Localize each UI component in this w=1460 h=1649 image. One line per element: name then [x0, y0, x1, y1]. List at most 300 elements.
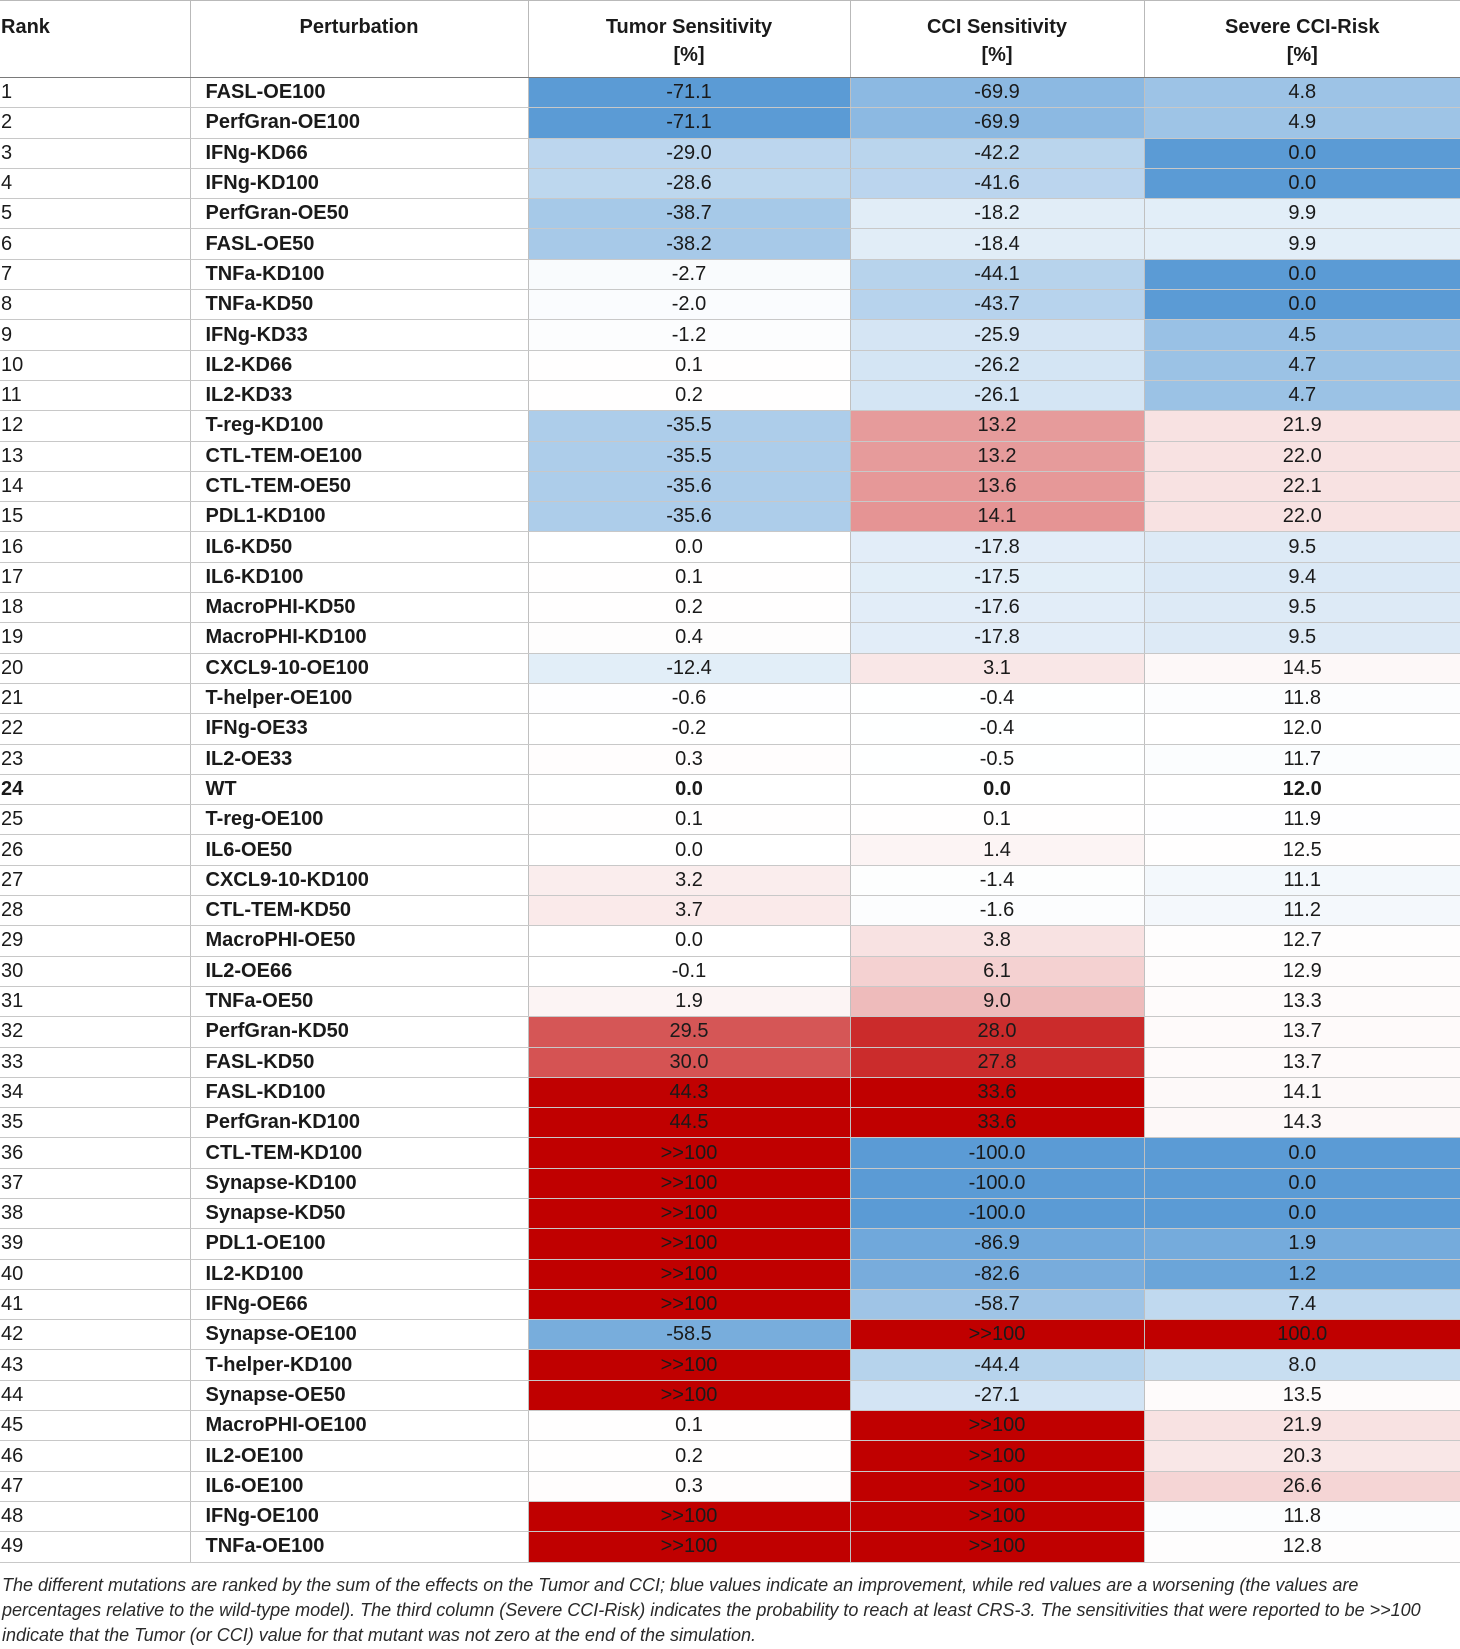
rank-cell: 13 — [0, 441, 190, 471]
table-row — [0, 108, 1460, 138]
rank-cell: 44 — [0, 1380, 190, 1410]
rank-cell: 48 — [0, 1501, 190, 1531]
severe-risk-cell: 14.1 — [1144, 1077, 1460, 1107]
perturbation-cell: FASL-OE50 — [190, 229, 528, 259]
cci-sensitivity-cell: -17.6 — [850, 593, 1144, 623]
rank-cell: 1 — [0, 78, 190, 108]
rank-cell: 33 — [0, 1047, 190, 1077]
cci-sensitivity-cell: 0.1 — [850, 805, 1144, 835]
tumor-header-title: Tumor Sensitivity — [605, 16, 773, 38]
cci-sensitivity-cell: -100.0 — [850, 1198, 1144, 1228]
tumor-sensitivity-cell: 30.0 — [528, 1047, 850, 1077]
severe-risk-cell: 100.0 — [1144, 1320, 1460, 1350]
tumor-sensitivity-cell: 0.2 — [528, 1441, 850, 1471]
severe-risk-cell: 0.0 — [1144, 138, 1460, 168]
cci-sensitivity-cell: -18.4 — [850, 229, 1144, 259]
table-row — [0, 1077, 1460, 1107]
rank-cell: 9 — [0, 320, 190, 350]
tumor-sensitivity-cell: >>100 — [528, 1501, 850, 1531]
rank-cell: 39 — [0, 1229, 190, 1259]
perturbation-cell: CXCL9-10-OE100 — [190, 653, 528, 683]
table-row — [0, 1441, 1460, 1471]
tumor-sensitivity-cell: -35.6 — [528, 502, 850, 532]
perturbation-cell: T-reg-KD100 — [190, 411, 528, 441]
tumor-sensitivity-cell: -58.5 — [528, 1320, 850, 1350]
cci-sensitivity-cell: 14.1 — [850, 502, 1144, 532]
cci-sensitivity-cell: >>100 — [850, 1411, 1144, 1441]
perturbation-cell: PDL1-KD100 — [190, 502, 528, 532]
rank-cell: 45 — [0, 1411, 190, 1441]
rank-cell: 26 — [0, 835, 190, 865]
cci-sensitivity-cell: 28.0 — [850, 1017, 1144, 1047]
severe-risk-cell: 12.0 — [1144, 714, 1460, 744]
table-row — [0, 138, 1460, 168]
severe-risk-cell: 11.8 — [1144, 1501, 1460, 1531]
rank-cell: 32 — [0, 1017, 190, 1047]
rank-cell: 14 — [0, 471, 190, 501]
perturbation-cell: FASL-KD50 — [190, 1047, 528, 1077]
severe-risk-cell: 13.5 — [1144, 1380, 1460, 1410]
perturbation-cell: CTL-TEM-KD100 — [190, 1138, 528, 1168]
severe-risk-cell: 9.5 — [1144, 532, 1460, 562]
tumor-sensitivity-cell: -29.0 — [528, 138, 850, 168]
table-row — [0, 229, 1460, 259]
rank-cell: 43 — [0, 1350, 190, 1380]
perturbation-cell: IFNg-OE33 — [190, 714, 528, 744]
tumor-sensitivity-cell: >>100 — [528, 1198, 850, 1228]
cci-sensitivity-cell: -26.1 — [850, 380, 1144, 410]
cci-sensitivity-cell: -43.7 — [850, 290, 1144, 320]
severe-risk-cell: 11.9 — [1144, 805, 1460, 835]
cci-sensitivity-cell: >>100 — [850, 1320, 1144, 1350]
table-row — [0, 532, 1460, 562]
table-row — [0, 956, 1460, 986]
severe-risk-cell: 12.7 — [1144, 926, 1460, 956]
table-row — [0, 411, 1460, 441]
table-row — [0, 350, 1460, 380]
table-row — [0, 1532, 1460, 1562]
severe-risk-cell: 12.5 — [1144, 835, 1460, 865]
severe-risk-cell: 14.5 — [1144, 653, 1460, 683]
table-row — [0, 835, 1460, 865]
table-row — [0, 1350, 1460, 1380]
cci-sensitivity-cell: 1.4 — [850, 835, 1144, 865]
cci-sensitivity-cell: -0.5 — [850, 744, 1144, 774]
tumor-sensitivity-cell: -71.1 — [528, 78, 850, 108]
cci-sensitivity-cell: 3.8 — [850, 926, 1144, 956]
tumor-sensitivity-cell: >>100 — [528, 1380, 850, 1410]
perturbation-cell: MacroPHI-KD50 — [190, 593, 528, 623]
table-row — [0, 1138, 1460, 1168]
cci-sensitivity-cell: -82.6 — [850, 1259, 1144, 1289]
cci-sensitivity-cell: 33.6 — [850, 1108, 1144, 1138]
perturbation-cell: PerfGran-KD50 — [190, 1017, 528, 1047]
tumor-sensitivity-cell: 0.4 — [528, 623, 850, 653]
rank-cell: 16 — [0, 532, 190, 562]
rank-cell: 17 — [0, 562, 190, 592]
rank-cell: 28 — [0, 896, 190, 926]
rank-cell: 38 — [0, 1198, 190, 1228]
perturbation-cell: IFNg-KD66 — [190, 138, 528, 168]
perturbation-cell: T-helper-KD100 — [190, 1350, 528, 1380]
tumor-sensitivity-cell: 0.1 — [528, 805, 850, 835]
perturbation-cell: IL2-KD33 — [190, 380, 528, 410]
table-row — [0, 926, 1460, 956]
tumor-sensitivity-cell: -0.6 — [528, 683, 850, 713]
perturbation-cell: CTL-TEM-OE100 — [190, 441, 528, 471]
cci-sensitivity-cell: -41.6 — [850, 168, 1144, 198]
cci-sensitivity-cell: -69.9 — [850, 108, 1144, 138]
table-row — [0, 1108, 1460, 1138]
cci-sensitivity-cell: 3.1 — [850, 653, 1144, 683]
perturbation-cell: TNFa-OE50 — [190, 986, 528, 1016]
perturbation-cell: T-reg-OE100 — [190, 805, 528, 835]
rank-cell: 42 — [0, 1320, 190, 1350]
table-row — [0, 259, 1460, 289]
severe-risk-cell: 0.0 — [1144, 290, 1460, 320]
tumor-sensitivity-cell: -0.1 — [528, 956, 850, 986]
perturbation-cell: TNFa-OE100 — [190, 1532, 528, 1562]
severe-risk-cell: 9.5 — [1144, 623, 1460, 653]
cci-sensitivity-cell: 6.1 — [850, 956, 1144, 986]
severe-risk-cell: 12.9 — [1144, 956, 1460, 986]
cci-sensitivity-cell: 13.6 — [850, 471, 1144, 501]
rank-cell: 20 — [0, 653, 190, 683]
rank-cell: 8 — [0, 290, 190, 320]
tumor-sensitivity-cell: 0.3 — [528, 1471, 850, 1501]
severe-risk-cell: 0.0 — [1144, 259, 1460, 289]
rank-cell: 49 — [0, 1532, 190, 1562]
cci-sensitivity-cell: >>100 — [850, 1441, 1144, 1471]
cci-sensitivity-cell: -0.4 — [850, 683, 1144, 713]
tumor-sensitivity-cell: 0.1 — [528, 1411, 850, 1441]
perturbation-cell: Synapse-KD50 — [190, 1198, 528, 1228]
rank-cell: 4 — [0, 168, 190, 198]
perturbation-cell: Synapse-OE100 — [190, 1320, 528, 1350]
perturbation-cell: IL6-KD100 — [190, 562, 528, 592]
tumor-sensitivity-cell: 44.3 — [528, 1077, 850, 1107]
perturbation-cell: IFNg-KD33 — [190, 320, 528, 350]
severe-risk-cell: 4.5 — [1144, 320, 1460, 350]
perturbation-cell: CXCL9-10-KD100 — [190, 865, 528, 895]
severe-risk-cell: 14.3 — [1144, 1108, 1460, 1138]
rank-cell: 25 — [0, 805, 190, 835]
rank-cell: 31 — [0, 986, 190, 1016]
severe-risk-cell: 12.8 — [1144, 1532, 1460, 1562]
table-row — [0, 593, 1460, 623]
table-row — [0, 1198, 1460, 1228]
table-row — [0, 683, 1460, 713]
severe-risk-cell: 4.7 — [1144, 350, 1460, 380]
tumor-sensitivity-cell: >>100 — [528, 1289, 850, 1319]
severe-risk-cell: 11.8 — [1144, 683, 1460, 713]
cci-sensitivity-cell: 0.0 — [850, 774, 1144, 804]
table-row — [0, 1229, 1460, 1259]
perturbation-cell: IL2-OE33 — [190, 744, 528, 774]
cci-sensitivity-header — [850, 1, 1144, 78]
severe-risk-cell: 13.7 — [1144, 1047, 1460, 1077]
cci-sensitivity-cell: -100.0 — [850, 1168, 1144, 1198]
tumor-sensitivity-cell: -0.2 — [528, 714, 850, 744]
rank-cell: 41 — [0, 1289, 190, 1319]
cci-sensitivity-cell: -100.0 — [850, 1138, 1144, 1168]
perturbation-cell: IL2-KD100 — [190, 1259, 528, 1289]
rank-header: Rank — [0, 1, 190, 78]
severe-risk-cell: 11.1 — [1144, 865, 1460, 895]
cci-sensitivity-cell: -1.4 — [850, 865, 1144, 895]
table-row — [0, 714, 1460, 744]
cci-sensitivity-cell: 13.2 — [850, 441, 1144, 471]
tumor-sensitivity-cell: 0.0 — [528, 926, 850, 956]
table-row — [0, 896, 1460, 926]
severe-risk-cell: 0.0 — [1144, 168, 1460, 198]
cci-sensitivity-cell: -0.4 — [850, 714, 1144, 744]
perturbation-cell: MacroPHI-KD100 — [190, 623, 528, 653]
table-row — [0, 502, 1460, 532]
perturbation-cell: IL6-OE50 — [190, 835, 528, 865]
cci-sensitivity-cell: 13.2 — [850, 411, 1144, 441]
table-row — [0, 805, 1460, 835]
tumor-sensitivity-cell: -2.0 — [528, 290, 850, 320]
perturbation-cell: PerfGran-OE100 — [190, 108, 528, 138]
rank-cell: 37 — [0, 1168, 190, 1198]
tumor-sensitivity-cell: -38.2 — [528, 229, 850, 259]
table-row — [0, 1259, 1460, 1289]
severe-risk-cell: 21.9 — [1144, 411, 1460, 441]
cci-sensitivity-cell: -1.6 — [850, 896, 1144, 926]
severe-risk-cell: 0.0 — [1144, 1138, 1460, 1168]
table-row — [0, 441, 1460, 471]
table-row — [0, 744, 1460, 774]
perturbation-cell: IL2-KD66 — [190, 350, 528, 380]
rank-cell: 19 — [0, 623, 190, 653]
table-body — [0, 78, 1460, 1563]
cci-sensitivity-cell: -69.9 — [850, 78, 1144, 108]
perturbation-cell: IL2-OE66 — [190, 956, 528, 986]
tumor-sensitivity-cell: >>100 — [528, 1138, 850, 1168]
cci-sensitivity-cell: >>100 — [850, 1501, 1144, 1531]
table-row — [0, 290, 1460, 320]
tumor-sensitivity-header — [528, 1, 850, 78]
cci-sensitivity-cell: >>100 — [850, 1532, 1144, 1562]
severe-risk-cell: 9.9 — [1144, 199, 1460, 229]
tumor-sensitivity-cell: -35.5 — [528, 411, 850, 441]
tumor-sensitivity-cell: -35.6 — [528, 471, 850, 501]
perturbation-cell: WT — [190, 774, 528, 804]
severe-header-unit: [%] — [1286, 44, 1318, 66]
table-row — [0, 199, 1460, 229]
table-row — [0, 1501, 1460, 1531]
tumor-sensitivity-cell: 0.2 — [528, 593, 850, 623]
perturbation-cell: TNFa-KD50 — [190, 290, 528, 320]
severe-risk-cell: 20.3 — [1144, 1441, 1460, 1471]
perturbation-header: Perturbation — [190, 1, 528, 78]
rank-cell: 22 — [0, 714, 190, 744]
perturbation-cell: PerfGran-OE50 — [190, 199, 528, 229]
rank-cell: 5 — [0, 199, 190, 229]
perturbation-cell: PerfGran-KD100 — [190, 1108, 528, 1138]
rank-cell: 7 — [0, 259, 190, 289]
tumor-sensitivity-cell: 0.1 — [528, 562, 850, 592]
perturbation-cell: IL6-OE100 — [190, 1471, 528, 1501]
severe-risk-cell: 4.8 — [1144, 78, 1460, 108]
rank-cell: 36 — [0, 1138, 190, 1168]
tumor-sensitivity-cell: >>100 — [528, 1259, 850, 1289]
table-row — [0, 1320, 1460, 1350]
cci-header-unit: [%] — [981, 44, 1013, 66]
tumor-sensitivity-cell: -12.4 — [528, 653, 850, 683]
table-row — [0, 1411, 1460, 1441]
tumor-sensitivity-cell: 44.5 — [528, 1108, 850, 1138]
cci-sensitivity-cell: -27.1 — [850, 1380, 1144, 1410]
perturbation-cell: PDL1-OE100 — [190, 1229, 528, 1259]
rank-cell: 21 — [0, 683, 190, 713]
rank-cell: 30 — [0, 956, 190, 986]
rank-cell: 10 — [0, 350, 190, 380]
cci-sensitivity-cell: 27.8 — [850, 1047, 1144, 1077]
severe-risk-cell: 21.9 — [1144, 1411, 1460, 1441]
severe-risk-cell: 22.0 — [1144, 502, 1460, 532]
perturbation-cell: IFNg-KD100 — [190, 168, 528, 198]
tumor-sensitivity-cell: 29.5 — [528, 1017, 850, 1047]
tumor-sensitivity-cell: 3.7 — [528, 896, 850, 926]
rank-cell: 11 — [0, 380, 190, 410]
table-row — [0, 774, 1460, 804]
table-row — [0, 562, 1460, 592]
severe-risk-cell: 0.0 — [1144, 1168, 1460, 1198]
severe-header-title: Severe CCI-Risk — [1224, 16, 1380, 38]
header-row — [0, 1, 1460, 78]
table-row — [0, 380, 1460, 410]
severe-risk-cell: 9.5 — [1144, 593, 1460, 623]
cci-sensitivity-cell: >>100 — [850, 1471, 1144, 1501]
severe-risk-cell: 13.3 — [1144, 986, 1460, 1016]
perturbation-cell: IL6-KD50 — [190, 532, 528, 562]
cci-sensitivity-cell: -44.1 — [850, 259, 1144, 289]
cci-sensitivity-cell: -17.5 — [850, 562, 1144, 592]
table-row — [0, 168, 1460, 198]
severe-risk-cell: 12.0 — [1144, 774, 1460, 804]
perturbation-cell: Synapse-OE50 — [190, 1380, 528, 1410]
table-row — [0, 653, 1460, 683]
rank-cell: 47 — [0, 1471, 190, 1501]
severe-risk-cell: 22.1 — [1144, 471, 1460, 501]
cci-header-title: CCI Sensitivity — [926, 16, 1068, 38]
rank-cell: 35 — [0, 1108, 190, 1138]
tumor-sensitivity-cell: 0.0 — [528, 835, 850, 865]
severe-risk-cell: 1.9 — [1144, 1229, 1460, 1259]
perturbation-cell: MacroPHI-OE50 — [190, 926, 528, 956]
table-row — [0, 986, 1460, 1016]
rank-cell: 23 — [0, 744, 190, 774]
cci-sensitivity-cell: -17.8 — [850, 623, 1144, 653]
severe-risk-cell: 9.4 — [1144, 562, 1460, 592]
cci-sensitivity-cell: -18.2 — [850, 199, 1144, 229]
table-row — [0, 1047, 1460, 1077]
severe-risk-cell: 22.0 — [1144, 441, 1460, 471]
cci-sensitivity-cell: -58.7 — [850, 1289, 1144, 1319]
tumor-sensitivity-cell: 0.0 — [528, 774, 850, 804]
rank-cell: 12 — [0, 411, 190, 441]
table-row — [0, 865, 1460, 895]
tumor-sensitivity-cell: 0.0 — [528, 532, 850, 562]
tumor-sensitivity-cell: >>100 — [528, 1229, 850, 1259]
perturbation-cell: CTL-TEM-OE50 — [190, 471, 528, 501]
cci-sensitivity-cell: -26.2 — [850, 350, 1144, 380]
cci-sensitivity-cell: -42.2 — [850, 138, 1144, 168]
severe-risk-cell: 13.7 — [1144, 1017, 1460, 1047]
rank-cell: 18 — [0, 593, 190, 623]
rank-cell: 46 — [0, 1441, 190, 1471]
tumor-sensitivity-cell: -2.7 — [528, 259, 850, 289]
perturbation-cell: IFNg-OE100 — [190, 1501, 528, 1531]
perturbation-cell: MacroPHI-OE100 — [190, 1411, 528, 1441]
table-row — [0, 78, 1460, 108]
perturbation-cell: Synapse-KD100 — [190, 1168, 528, 1198]
severe-risk-cell: 8.0 — [1144, 1350, 1460, 1380]
cci-sensitivity-cell: 9.0 — [850, 986, 1144, 1016]
perturbation-cell: IFNg-OE66 — [190, 1289, 528, 1319]
tumor-sensitivity-cell: -35.5 — [528, 441, 850, 471]
perturbation-cell: IL2-OE100 — [190, 1441, 528, 1471]
severe-risk-header — [1144, 1, 1460, 78]
tumor-sensitivity-cell: 0.1 — [528, 350, 850, 380]
cci-sensitivity-cell: -25.9 — [850, 320, 1144, 350]
perturbation-cell: T-helper-OE100 — [190, 683, 528, 713]
table-row — [0, 1471, 1460, 1501]
severe-risk-cell: 4.7 — [1144, 380, 1460, 410]
cci-sensitivity-cell: -44.4 — [850, 1350, 1144, 1380]
severe-risk-cell: 1.2 — [1144, 1259, 1460, 1289]
tumor-sensitivity-cell: -38.7 — [528, 199, 850, 229]
tumor-sensitivity-cell: 3.2 — [528, 865, 850, 895]
table-row — [0, 1017, 1460, 1047]
table-row — [0, 1168, 1460, 1198]
severe-risk-cell: 0.0 — [1144, 1198, 1460, 1228]
rank-cell: 3 — [0, 138, 190, 168]
tumor-sensitivity-cell: 0.3 — [528, 744, 850, 774]
table-row — [0, 471, 1460, 501]
perturbation-cell: CTL-TEM-KD50 — [190, 896, 528, 926]
cci-sensitivity-cell: -86.9 — [850, 1229, 1144, 1259]
rank-cell: 24 — [0, 774, 190, 804]
rank-cell: 15 — [0, 502, 190, 532]
perturbation-cell: TNFa-KD100 — [190, 259, 528, 289]
tumor-sensitivity-cell: 1.9 — [528, 986, 850, 1016]
rank-cell: 40 — [0, 1259, 190, 1289]
table-row — [0, 1380, 1460, 1410]
cci-sensitivity-cell: -17.8 — [850, 532, 1144, 562]
tumor-sensitivity-cell: -1.2 — [528, 320, 850, 350]
table-row — [0, 320, 1460, 350]
perturbation-cell: FASL-KD100 — [190, 1077, 528, 1107]
rank-cell: 29 — [0, 926, 190, 956]
severe-risk-cell: 7.4 — [1144, 1289, 1460, 1319]
tumor-sensitivity-cell: >>100 — [528, 1532, 850, 1562]
tumor-sensitivity-cell: 0.2 — [528, 380, 850, 410]
severe-risk-cell: 11.2 — [1144, 896, 1460, 926]
severe-risk-cell: 9.9 — [1144, 229, 1460, 259]
severe-risk-cell: 26.6 — [1144, 1471, 1460, 1501]
perturbation-cell: FASL-OE100 — [190, 78, 528, 108]
severe-risk-cell: 4.9 — [1144, 108, 1460, 138]
rank-cell: 2 — [0, 108, 190, 138]
tumor-sensitivity-cell: >>100 — [528, 1168, 850, 1198]
cci-sensitivity-cell: 33.6 — [850, 1077, 1144, 1107]
table-row — [0, 623, 1460, 653]
tumor-header-unit: [%] — [673, 44, 705, 66]
severe-risk-cell: 11.7 — [1144, 744, 1460, 774]
